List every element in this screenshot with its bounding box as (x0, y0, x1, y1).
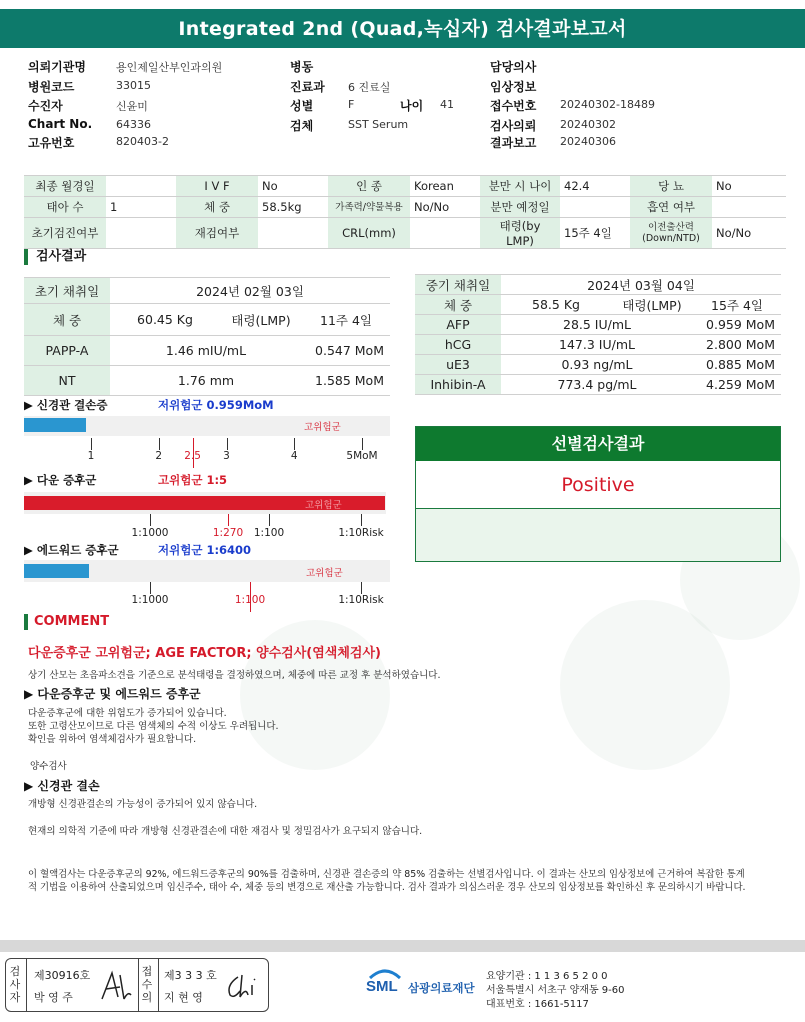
result-mom: 4.259 MoM (693, 375, 781, 395)
header-label: 접수번호 (490, 99, 537, 113)
info-row-3 (24, 218, 786, 249)
disclaimer: 이 혈액검사는 다운증후군의 92%, 에드워드증후군의 90%를 검출하며, 신경관 결손증의 약 85% 검출하는 선별검사입니다. 이 결과는 산모의 임상정보에 근거하여 복잡한 통계 (28, 869, 745, 880)
org-name: 삼광의료재단 (408, 981, 475, 995)
down-tick-label: 1:100 (253, 527, 285, 539)
ntd-tick-label: 2.5 (184, 450, 201, 462)
result-mom: 1.585 MoM (302, 366, 390, 396)
edwards-tick-line (150, 582, 151, 594)
down-risk-bar (24, 492, 386, 514)
result-label: uE3 (415, 355, 501, 375)
header-label: 성별 (290, 99, 314, 113)
header-label: 병동 (290, 60, 314, 74)
comment-subhead-down: ▶ 다운증후군 및 에드워드 증후군 (24, 687, 201, 701)
info-value: 15주 4일 (560, 218, 630, 249)
disclaimer: 적 기법을 이용하여 산출되었으며 임신주수, 태아 수, 체중 등의 변경으로 재산출 가능합니다. 검사 결과가 의심스러운 경우 산모의 임상정보를 확인하신 후 문의하시기 바랍니다. (28, 882, 746, 893)
screening-result-footer (416, 509, 780, 561)
ntd-tick-label: 1 (87, 450, 95, 462)
header-label: 병원코드 (28, 80, 75, 94)
comment-headline: 다운증후군 고위험군; AGE FACTOR; 양수검사(염색체검사) (28, 646, 381, 661)
ntd-tick-line (227, 438, 228, 450)
edwards-value-fill (24, 564, 89, 578)
ntd-title: ▶ 신경관 결손증 (24, 398, 108, 412)
result-label: NT (24, 366, 110, 396)
header-value: 20240302-18489 (560, 98, 655, 111)
comment-subhead-ntd: ▶ 신경관 결손 (24, 779, 100, 793)
info-value: No (258, 176, 328, 197)
comment-line: 상기 산모는 초음파소견을 기준으로 분석태령을 결정하였으며, 체중에 따른 교정 후 분석하였습니다. (28, 670, 441, 681)
header-label: 진료과 (290, 80, 325, 94)
info-value (712, 197, 786, 218)
info-label: 흡연 여부 (630, 197, 712, 218)
down-tick-line (228, 514, 229, 526)
header-value: 33015 (116, 79, 151, 92)
header-value: 20240302 (560, 118, 616, 131)
ntd-high-label: 고위험군 (304, 422, 341, 433)
result-mom: 2.800 MoM (693, 335, 781, 355)
footer-divider (0, 940, 805, 952)
header-value: SST Serum (348, 118, 409, 131)
edwards-risk-text: 저위험군 1:6400 (158, 543, 252, 557)
signer-license-1: 제30916호 (34, 969, 91, 982)
comment-line: 현재의 의학적 기준에 따라 개방형 신경관결손에 대한 재검사 및 정밀검사가 요구되지 않습니다. (28, 826, 423, 837)
result-label: hCG (415, 335, 501, 355)
signature-2 (224, 971, 262, 1003)
info-label: 분만 시 나이 (480, 176, 560, 197)
comment-line: 개방형 신경관결손의 가능성이 증가되어 있지 않습니다. (28, 799, 258, 810)
signature-1 (98, 969, 134, 1005)
down-risk-text: 고위험군 1:5 (158, 473, 228, 487)
down-tick-line (150, 514, 151, 526)
ntd-tick-line (91, 438, 92, 450)
ntd-tick-label: 2 (155, 450, 163, 462)
header-label: 고유번호 (28, 136, 75, 150)
info-value (106, 218, 176, 249)
header-value: 64336 (116, 118, 151, 131)
comment-line: 양수검사 (30, 761, 67, 772)
info-label: CRL(mm) (328, 218, 410, 249)
ntd-tick-line (362, 438, 363, 450)
ntd-tick-line (294, 438, 295, 450)
result-label: 체 중 (415, 295, 501, 315)
result-value: 147.3 IU/mL (501, 335, 693, 355)
comment-line: 다운증후군에 대한 위험도가 증가되어 있습니다. (28, 708, 227, 719)
header-value: 20240306 (560, 135, 616, 148)
result-row (415, 335, 781, 355)
result-value: 28.5 IU/mL (501, 315, 693, 335)
header-label: 의뢰기관명 (28, 60, 86, 74)
result-mom: 0.547 MoM (302, 336, 390, 366)
info-row-2 (24, 197, 786, 218)
ntd-tick-line (159, 438, 160, 450)
comment-line: 또한 고령산모이므로 다른 염색체의 수적 이상도 우려됩니다. (28, 721, 279, 732)
report-title: Integrated 2nd (Quad,녹십자) 검사결과보고서 (0, 10, 805, 48)
second-trimester-table (415, 274, 781, 395)
result-label: PAPP-A (24, 336, 110, 366)
result-mom: 0.885 MoM (693, 355, 781, 375)
result-value: 60.45 Kg (110, 304, 220, 336)
info-label: 이전출산력 (Down/NTD) (630, 218, 712, 249)
header-value: F (348, 98, 355, 111)
ntd-tick-label: 3 (223, 450, 230, 462)
result-label: 중기 채취일 (415, 275, 501, 295)
info-label: 당 뇨 (630, 176, 712, 197)
info-value: No/No (712, 218, 786, 249)
result-value: 773.4 pg/mL (501, 375, 693, 395)
header-value: 6 진료실 (348, 81, 391, 94)
info-value: 1 (106, 197, 176, 218)
screening-result-box (415, 426, 781, 562)
info-value (258, 218, 328, 249)
info-label: 인 종 (328, 176, 410, 197)
header-label: 검체 (290, 119, 314, 133)
result-value: 11주 4일 (302, 304, 390, 336)
signer-role-1: 검사자 (9, 965, 21, 1004)
result-value: 2024년 02월 03일 (110, 278, 390, 304)
down-high-label: 고위험군 (305, 500, 342, 511)
info-value: 58.5kg (258, 197, 328, 218)
info-value: 42.4 (560, 176, 630, 197)
header-label: 검사의뢰 (490, 119, 537, 133)
address: 서울특별시 서초구 양재동 9-60 (486, 985, 625, 996)
header-value: 신윤미 (116, 100, 148, 113)
info-value (560, 197, 630, 218)
ntd-risk-text: 저위험군 0.959MoM (158, 398, 274, 412)
comment-line: 확인을 위하여 염색체검사가 필요합니다. (28, 734, 197, 745)
info-label: 최종 월경일 (24, 176, 106, 197)
sig-divider (158, 959, 159, 1011)
screening-result-value: Positive (416, 461, 780, 509)
first-trimester-table (24, 277, 390, 396)
down-tick-label: 1:270 (212, 527, 244, 539)
result-value: 15주 4일 (693, 295, 781, 315)
edwards-tick-label: 1:1000 (131, 594, 169, 606)
edwards-tick-label: 1:10Risk (338, 594, 384, 606)
header-value: 용인제일산부인과의원 (116, 61, 223, 74)
result-row (24, 304, 390, 336)
result-label: Inhibin-A (415, 375, 501, 395)
institution-code: 요양기관 : 1 1 3 6 5 2 0 0 (486, 971, 608, 982)
result-value: 1.46 mIU/mL (110, 336, 302, 366)
result-row (415, 275, 781, 295)
results-section-title: 검사결과 (24, 249, 86, 265)
info-label: 분만 예정일 (480, 197, 560, 218)
edwards-risk-bar (24, 560, 390, 582)
logo-text: SML (366, 978, 398, 995)
result-row (415, 355, 781, 375)
ntd-tick-label: 5MoM (346, 450, 378, 462)
result-value: 2024년 03월 04일 (501, 275, 781, 295)
result-row (24, 278, 390, 304)
patient-info-table (24, 175, 786, 249)
down-tick-label: 1:1000 (131, 527, 169, 539)
result-mom: 0.959 MoM (693, 315, 781, 335)
header-label: 나이 (400, 99, 424, 113)
edwards-tick-line (361, 582, 362, 594)
info-label: 초기검진여부 (24, 218, 106, 249)
result-label: 태령(LMP) (220, 304, 302, 336)
info-value (410, 218, 480, 249)
result-value: 0.93 ng/mL (501, 355, 693, 375)
sig-divider (26, 959, 27, 1011)
info-label: 체 중 (176, 197, 258, 218)
edwards-high-label: 고위험군 (306, 568, 343, 579)
header-label: 결과보고 (490, 136, 537, 150)
result-row (415, 295, 781, 315)
comment-title: COMMENT (24, 614, 109, 630)
info-label: 태령(by LMP) (480, 218, 560, 249)
screening-result-title: 선별검사결과 (416, 427, 780, 461)
result-row (415, 375, 781, 395)
signer-license-2: 제3 3 3 호 (164, 969, 217, 982)
result-label: 태령(LMP) (611, 295, 693, 315)
ntd-tick-label: 4 (290, 450, 298, 462)
down-title: ▶ 다운 증후군 (24, 473, 97, 487)
down-tick-line (361, 514, 362, 526)
info-value: Korean (410, 176, 480, 197)
result-row (415, 315, 781, 335)
signer-role-2: 접수의 (141, 965, 153, 1004)
header-label: Chart No. (28, 117, 93, 131)
info-value: No (712, 176, 786, 197)
down-tick-label: 1:10Risk (338, 527, 384, 539)
info-label: I V F (176, 176, 258, 197)
result-value: 1.76 mm (110, 366, 302, 396)
signer-name-2: 지 현 영 (164, 991, 203, 1004)
edwards-title: ▶ 에드워드 증후군 (24, 543, 119, 557)
info-label: 재검여부 (176, 218, 258, 249)
info-label: 태아 수 (24, 197, 106, 218)
header-label: 임상정보 (490, 80, 537, 94)
result-row (24, 336, 390, 366)
info-row-1 (24, 176, 786, 197)
down-tick-line (269, 514, 270, 526)
header-value: 41 (440, 98, 454, 111)
info-label: 가족력/약물복용 (328, 197, 410, 218)
info-value: No/No (410, 197, 480, 218)
info-value (106, 176, 176, 197)
sig-divider (138, 959, 139, 1011)
result-row (24, 366, 390, 396)
result-label: 초기 채취일 (24, 278, 110, 304)
ntd-risk-bar (24, 416, 390, 436)
signer-name-1: 박 영 주 (34, 991, 73, 1004)
ntd-value-fill (24, 418, 86, 432)
result-label: AFP (415, 315, 501, 335)
header-value: 820403-2 (116, 135, 169, 148)
edwards-tick-label: 1:100 (234, 594, 266, 606)
result-value: 58.5 Kg (501, 295, 611, 315)
phone: 대표번호 : 1661-5117 (486, 999, 589, 1010)
signature-box (5, 958, 269, 1012)
result-label: 체 중 (24, 304, 110, 336)
header-label: 수진자 (28, 99, 63, 113)
header-label: 담당의사 (490, 60, 537, 74)
sml-logo (366, 966, 404, 1000)
